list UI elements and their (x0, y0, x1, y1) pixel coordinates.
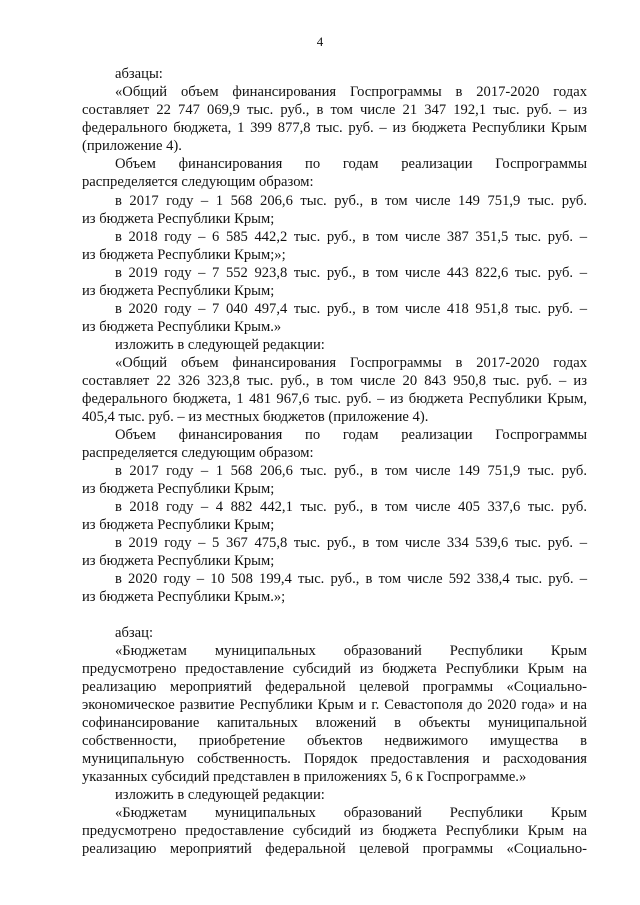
text-line: «Общий объем финансирования Госпрограммы в 2017-2020 годах (115, 84, 587, 100)
text-line: изложить в следующей редакции: (115, 337, 325, 353)
text-line: указанных субсидий представлен в приложениях 5, 6 к Госпрограмме.» (82, 769, 527, 785)
text-line: из бюджета Республики Крым; (82, 211, 275, 227)
text-line: из бюджета Республики Крым.» (82, 319, 282, 335)
text-line: Объем финансирования по годам реализации Госпрограммы (115, 156, 587, 172)
text-line: (приложение 4). (82, 138, 182, 154)
text-line: в 2017 году – 1 568 206,6 тыс. руб., в том числе 149 751,9 тыс. руб. (115, 463, 587, 479)
text-line: из бюджета Республики Крым; (82, 283, 275, 299)
text-line: федерального бюджета, 1 399 877,8 тыс. руб. – из бюджета Республики Крым (82, 120, 587, 136)
text-line: в 2018 году – 4 882 442,1 тыс. руб., в том числе 405 337,6 тыс. руб. (115, 499, 587, 515)
text-line: «Бюджетам муниципальных образований Республики Крым (115, 805, 587, 821)
text-line: составляет 22 747 069,9 тыс. руб., в том числе 21 347 192,1 тыс. руб. – из (82, 102, 587, 118)
text-line: из бюджета Республики Крым.»; (82, 589, 286, 605)
text-line: из бюджета Республики Крым; (82, 553, 275, 569)
page-number: 4 (316, 34, 324, 49)
text-line: «Бюджетам муниципальных образований Республики Крым (115, 643, 587, 659)
text-line: распределяется следующим образом: (82, 445, 314, 461)
text-line: 405,4 тыс. руб. – из местных бюджетов (приложение 4). (82, 409, 429, 425)
text-line: реализацию мероприятий федеральной целевой программы «Социально- (82, 841, 587, 857)
text-line: абзац: (115, 625, 154, 641)
text-line: из бюджета Республики Крым;»; (82, 247, 286, 263)
text-line: абзацы: (115, 66, 163, 82)
text-line: распределяется следующим образом: (82, 174, 314, 190)
text-line: софинансирование капитальных вложений в объекты муниципальной (82, 715, 587, 731)
text-line: в 2020 году – 10 508 199,4 тыс. руб., в том числе 592 338,4 тыс. руб. – (115, 571, 587, 587)
text-line: в 2019 году – 5 367 475,8 тыс. руб., в том числе 334 539,6 тыс. руб. – (115, 535, 587, 551)
text-line: федерального бюджета, 1 481 967,6 тыс. руб. – из бюджета Республики Крым, (82, 391, 587, 407)
text-line: экономическое развитие Республики Крым и г. Севастополя до 2020 года» и на (82, 697, 587, 713)
text-line: муниципальную собственность. Порядок предоставления и расходования (82, 751, 587, 767)
text-line: из бюджета Республики Крым; (82, 481, 275, 497)
text-line: в 2020 году – 7 040 497,4 тыс. руб., в том числе 418 951,8 тыс. руб. – (115, 301, 587, 317)
text-line: «Общий объем финансирования Госпрограммы в 2017-2020 годах (115, 355, 587, 371)
text-line: реализацию мероприятий федеральной целевой программы «Социально- (82, 679, 587, 695)
text-line: составляет 22 326 323,8 тыс. руб., в том числе 20 843 950,8 тыс. руб. – из (82, 373, 587, 389)
text-line: изложить в следующей редакции: (115, 787, 325, 803)
text-line: из бюджета Республики Крым; (82, 517, 275, 533)
text-line: Объем финансирования по годам реализации Госпрограммы (115, 427, 587, 443)
text-line: предусмотрено предоставление субсидий из бюджета Республики Крым на (82, 661, 587, 677)
text-line: в 2019 году – 7 552 923,8 тыс. руб., в том числе 443 822,6 тыс. руб. – (115, 265, 587, 281)
text-line: в 2017 году – 1 568 206,6 тыс. руб., в том числе 149 751,9 тыс. руб. (115, 193, 587, 209)
text-line: в 2018 году – 6 585 442,2 тыс. руб., в том числе 387 351,5 тыс. руб. – (115, 229, 587, 245)
text-line: предусмотрено предоставление субсидий из бюджета Республики Крым на (82, 823, 587, 839)
text-line: собственности, приобретение объектов недвижимого имущества в (82, 733, 587, 749)
